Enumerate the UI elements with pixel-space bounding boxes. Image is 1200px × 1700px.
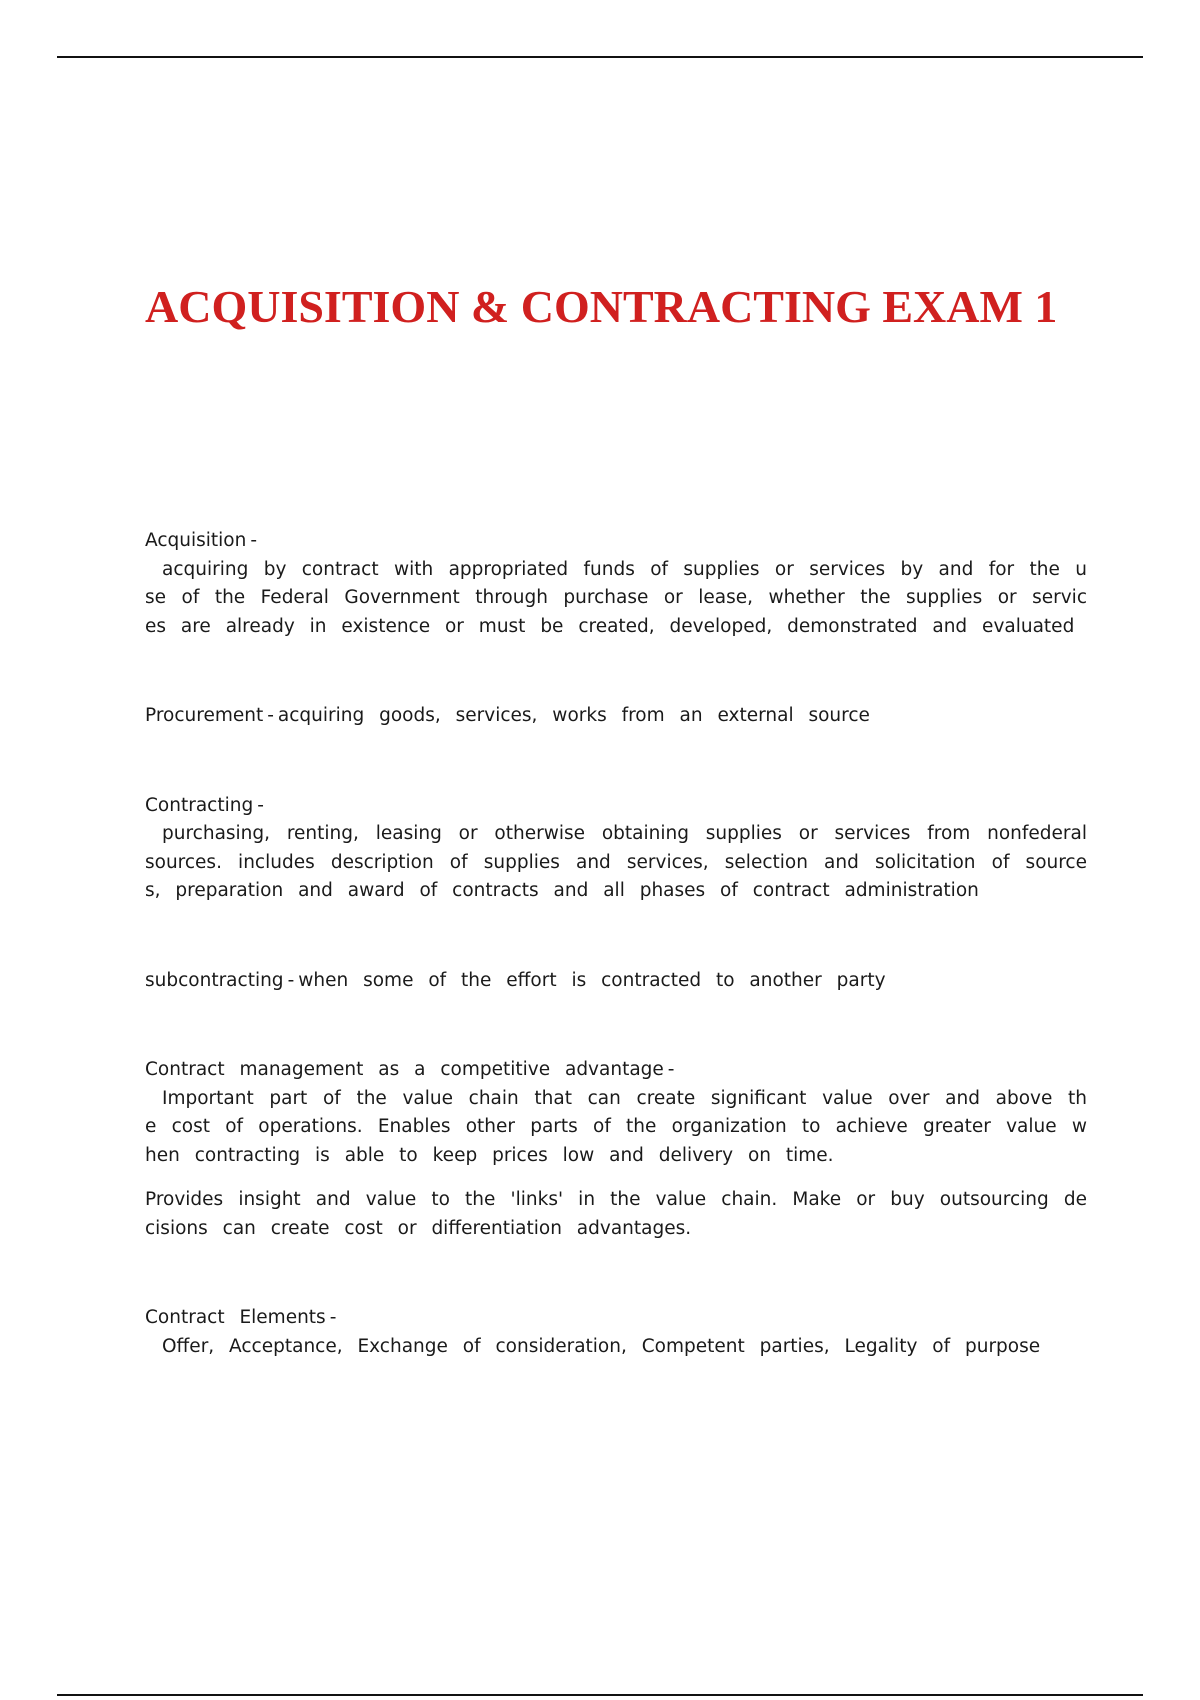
entry-definition: purchasing, renting, leasing or otherwise obtaining supplies or services from nonfederal sources. includes description of supplies and services, selection and solicitation of sources, preparation and award of contracts and all phases of contract administration — [145, 823, 1087, 901]
entry-contract-management — [145, 1056, 1087, 1243]
entry-extra-paragraph: Provides insight and value to the 'links' in the value chain. Make or buy outsourcing decisions can create cost or differentiation advantages. — [145, 1189, 1087, 1239]
entry-term: Contracting — [145, 794, 254, 816]
entry-definition: Important part of the value chain that can create significant value over and above the cost of operations. Enables other parts of the organization to achieve greater value when contracting is able to keep prices low and delivery on time. — [145, 1087, 1087, 1166]
entry-separator: - — [267, 705, 274, 726]
entry-contracting — [145, 792, 1087, 906]
entry-definition: when some of the effort is contracted to another party — [298, 969, 886, 991]
entry-contract-elements — [145, 1304, 1087, 1361]
entry-separator: - — [329, 1307, 337, 1328]
entry-definition: acquiring goods, services, works from an external source — [277, 705, 870, 726]
entry-separator: - — [667, 1059, 675, 1080]
entry-definition: Offer, Acceptance, Exchange of consideration, Competent parties, Legality of purpose — [162, 1335, 1041, 1357]
document-body — [145, 527, 1087, 1422]
entry-term: Contract management as a competitive advantage — [145, 1059, 664, 1080]
entry-definition: acquiring by contract with appropriated funds of supplies or services by and for the use of the Federal Government through purchase or lease, whether the supplies or services are already in existence or must be created, developed, demonstrated and evaluated — [145, 558, 1087, 637]
entry-term: Acquisition — [145, 530, 247, 551]
document-title: ACQUISITION & CONTRACTING EXAM 1 — [145, 281, 1058, 332]
bottom-rule — [57, 1694, 1143, 1696]
entry-term: Contract Elements — [145, 1307, 326, 1328]
entry-separator: - — [287, 969, 295, 991]
entry-subcontracting — [145, 967, 1087, 996]
entry-term: Procurement — [145, 705, 264, 726]
entry-procurement — [145, 702, 1087, 731]
entry-separator: - — [257, 794, 264, 816]
top-rule — [57, 56, 1143, 58]
entry-term: subcontracting — [145, 969, 284, 991]
entry-separator: - — [250, 530, 258, 551]
entry-acquisition — [145, 527, 1087, 641]
